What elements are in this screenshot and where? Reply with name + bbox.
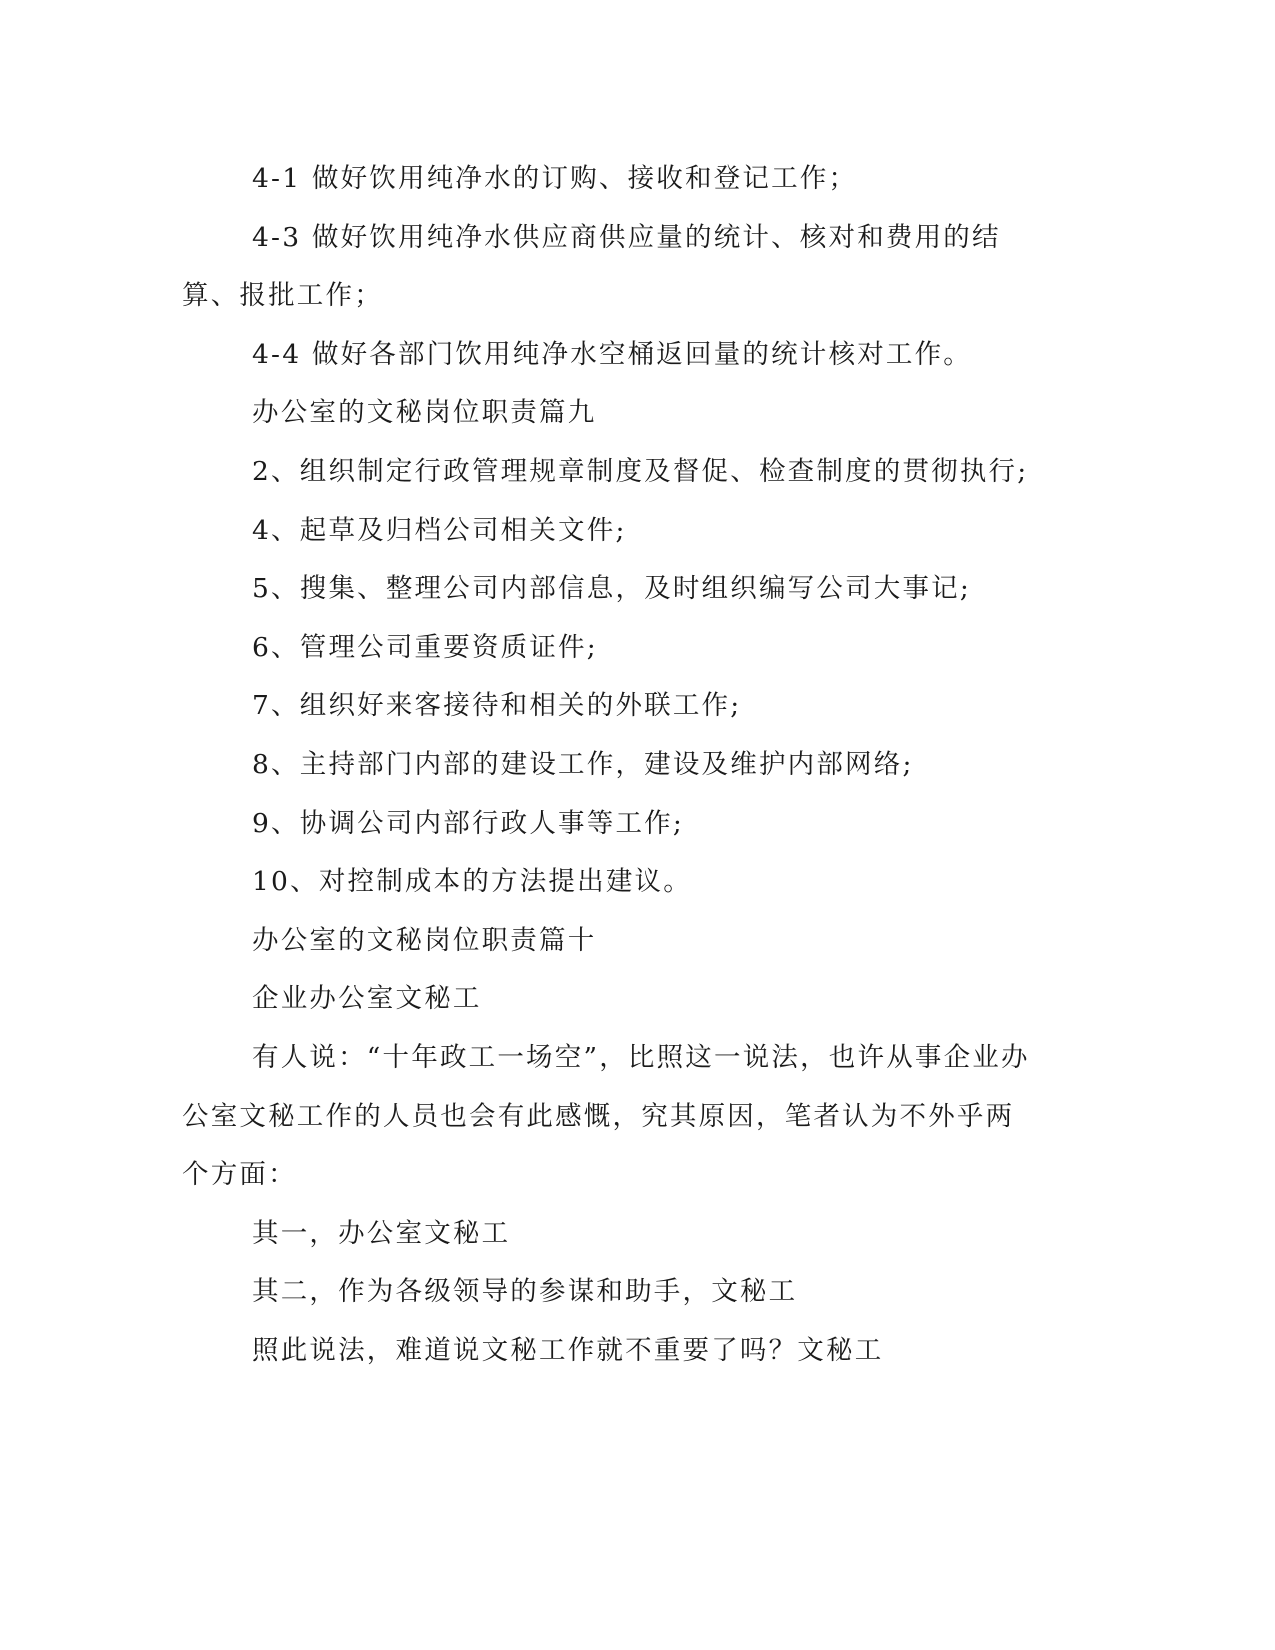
list-item: 10、对控制成本的方法提出建议。 (252, 866, 692, 898)
list-item: 2、组织制定行政管理规章制度及督促、检查制度的贯彻执行; (252, 455, 1029, 487)
paragraph: 其一，办公室文秘工 (252, 1217, 511, 1249)
paragraph: 照此说法，难道说文秘工作就不重要了吗？文秘工 (252, 1334, 884, 1366)
list-item: 6、管理公司重要资质证件; (252, 631, 598, 663)
paragraph: 其二，作为各级领导的参谋和助手，文秘工 (252, 1276, 798, 1308)
document-body (182, 150, 1032, 1380)
list-item: 9、协调公司内部行政人事等工作; (252, 807, 684, 839)
list-item: 8、主持部门内部的建设工作，建设及维护内部网络; (252, 748, 914, 780)
section-heading: 办公室的文秘岗位职责篇九 (252, 397, 597, 429)
list-item: 7、组织好来客接待和相关的外联工作; (252, 690, 742, 722)
paragraph: 4-4 做好各部门饮用纯净水空桶返回量的统计核对工作。 (252, 338, 972, 370)
list-item: 5、搜集、整理公司内部信息，及时组织编写公司大事记; (252, 573, 971, 605)
section-heading: 办公室的文秘岗位职责篇十 (252, 924, 597, 956)
subheading: 企业办公室文秘工 (252, 983, 482, 1015)
list-item: 4、起草及归档公司相关文件; (252, 514, 627, 546)
paragraph: 有人说：“十年政工一场空”，比照这一说法，也许从事企业办公室文秘工作的人员也会有此感慨，究其原因，笔者认为不外乎两个方面： (182, 1041, 1030, 1191)
paragraph: 4-1 做好饮用纯净水的订购、接收和登记工作； (252, 163, 858, 194)
paragraph: 4-3 做好饮用纯净水供应商供应量的统计、核对和费用的结算、报批工作； (182, 221, 1001, 312)
